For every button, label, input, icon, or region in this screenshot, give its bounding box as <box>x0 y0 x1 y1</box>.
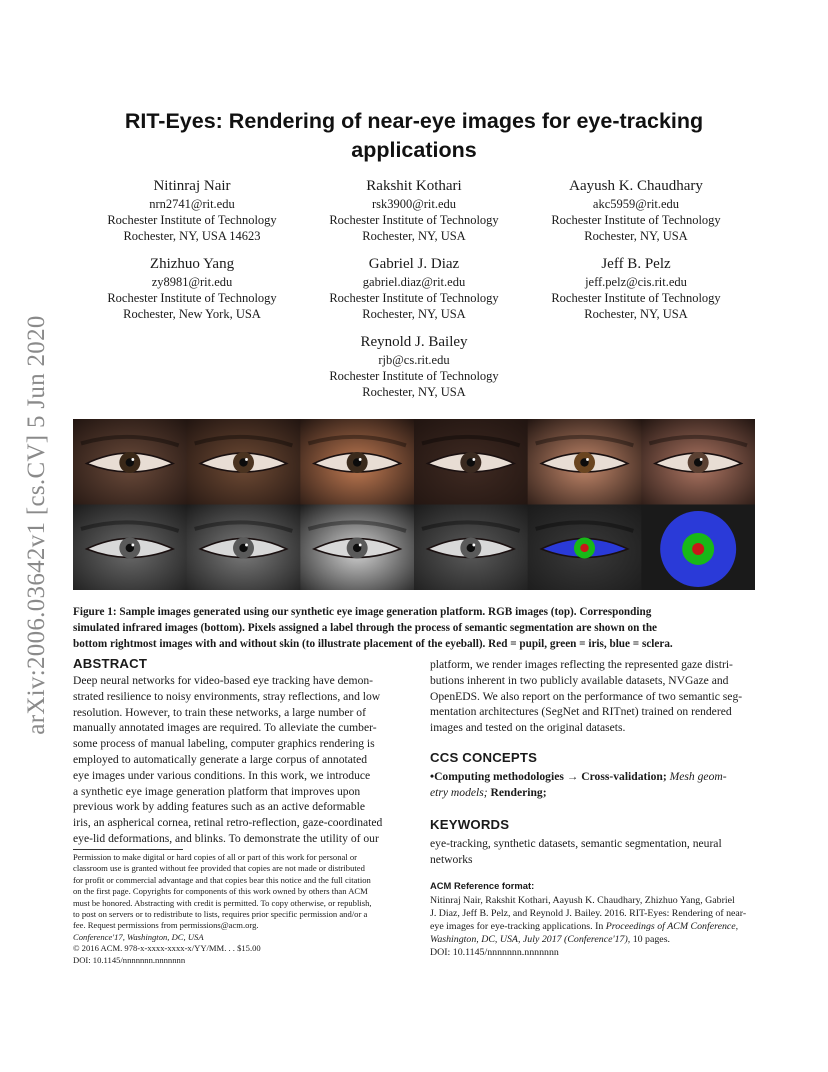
ccs-concept: Rendering; <box>487 785 547 799</box>
footnote-line: fee. Request permissions from permissions@acm.org. <box>73 920 259 931</box>
ccs-text <box>430 769 757 801</box>
arxiv-stamp-text: arXiv:2006.03642v1 [cs.CV] 5 Jun 2020 <box>23 315 50 735</box>
acm-reference-line: eye images for eye-tracking applications. In <box>430 921 606 932</box>
caption-line: Figure 1: Sample images generated using our synthetic eye image generation platform. RGB images (top). Corresponding <box>73 606 652 618</box>
rgb-eye-image <box>641 419 755 505</box>
author-affiliation: Rochester Institute of Technology <box>329 369 499 384</box>
abstract-line: strated resilience to noisy environments, stray reflections, and low <box>73 689 381 703</box>
keywords-line: eye-tracking, synthetic datasets, semantic segmentation, neural <box>430 837 722 850</box>
acm-reference-heading: ACM Reference format: <box>430 880 535 891</box>
author-affiliation: Rochester Institute of Technology <box>329 213 499 228</box>
footnote-line: on the first page. Copyrights for components of this work owned by others than ACM <box>73 886 368 897</box>
author-email: rsk3900@rit.edu <box>371 197 457 211</box>
author-affiliation: Rochester Institute of Technology <box>329 291 499 306</box>
infrared-eye-image <box>73 505 187 591</box>
rgb-eye-image <box>300 419 414 505</box>
author-email: rjb@cs.rit.edu <box>378 353 450 367</box>
ccs-concept: Cross-validation; <box>581 770 667 783</box>
abstract-line: resolution. However, to train these networks, a large number of <box>73 705 366 719</box>
ccs-concept: etry models; <box>430 785 488 799</box>
author-block <box>525 255 747 323</box>
acm-reference-venue: Proceedings of ACM Conference, <box>605 921 739 932</box>
abstract-line: iris, an aspherical cornea, retinal retro-reflection, gaze-coordinated <box>73 816 383 830</box>
rgb-eye-image <box>187 419 301 505</box>
author-affiliation: Rochester Institute of Technology <box>107 213 277 228</box>
figure-eye-images <box>73 419 755 590</box>
author-email: akc5959@rit.edu <box>592 197 680 211</box>
abstract-line: platform, we render images reflecting the represented gaze distri- <box>430 658 733 671</box>
acm-reference-line: J. Diaz, Jeff B. Pelz, and Reynold J. Bailey. 2016. RIT-Eyes: Rendering of near- <box>430 908 747 919</box>
figure-caption <box>73 604 757 653</box>
abstract-line: OpenEDS. We also report on the performance of two semantic seg- <box>430 689 743 703</box>
footnote-line: classroom use is granted without fee provided that copies are not made or distributed <box>73 863 365 874</box>
author-name: Jeff B. Pelz <box>601 256 671 272</box>
author-location: Rochester, NY, USA <box>584 229 688 244</box>
author-name: Rakshit Kothari <box>366 178 462 194</box>
author-name: Reynold J. Bailey <box>360 334 468 350</box>
infrared-eye-image <box>187 505 301 591</box>
abstract-text <box>73 673 401 847</box>
author-location: Rochester, NY, USA <box>362 385 466 400</box>
abstract-line: a synthetic eye image generation platform that improves upon <box>73 784 361 798</box>
author-location: Rochester, NY, USA 14623 <box>123 229 261 244</box>
author-email: zy8981@rit.edu <box>151 275 233 289</box>
footnote-line: to post on servers or to redistribute to lists, requires prior specific permission and/or a <box>73 909 368 920</box>
author-affiliation: Rochester Institute of Technology <box>551 213 721 228</box>
ccs-concept: Computing methodologies <box>434 770 564 783</box>
acm-reference-venue: Washington, DC, USA, July 2017 (Conference'17), <box>430 934 631 945</box>
acm-reference <box>430 879 757 959</box>
author-name: Zhizhuo Yang <box>149 256 235 272</box>
abstract-line: manually annotated images are required. To alleviate the cumber- <box>73 721 377 735</box>
author-block <box>303 177 525 245</box>
author-block <box>303 333 525 401</box>
author-email: nrn2741@rit.edu <box>149 197 235 211</box>
author-name: Aayush K. Chaudhary <box>569 178 703 194</box>
footnote-line: must be honored. Abstracting with credit is permitted. To copy otherwise, or republish, <box>73 897 372 908</box>
ccs-heading: CCS CONCEPTS <box>430 750 538 765</box>
footnote-copyright: © 2016 ACM. 978-x-xxxx-xxxx-x/YY/MM. . . $15.00 <box>73 943 261 954</box>
author-location: Rochester, NY, USA <box>584 307 688 322</box>
abstract-line: mentation architectures (SegNet and RITnet) trained on rendered <box>430 705 732 719</box>
author-email: jeff.pelz@cis.rit.edu <box>585 275 687 289</box>
title-line-2: applications <box>351 138 477 162</box>
author-name: Gabriel J. Diaz <box>368 256 460 272</box>
author-block <box>525 177 747 245</box>
footnote-conference: Conference'17, Washington, DC, USA <box>73 931 204 942</box>
author-email: gabriel.diaz@rit.edu <box>362 275 466 289</box>
abstract-line: eye-lid deformations, and blinks. To demonstrate the utility of our <box>73 831 379 845</box>
rgb-eye-image <box>73 419 187 505</box>
paper-title <box>70 107 758 165</box>
ccs-bullet: • <box>430 770 435 783</box>
ccs-arrow: → <box>563 770 582 783</box>
abstract-line: eye images under various conditions. In this work, we introduce <box>73 768 371 782</box>
infrared-eye-image <box>414 505 528 591</box>
eye-image-grid <box>73 419 755 590</box>
infrared-eye-image <box>641 505 755 591</box>
rgb-eye-image <box>528 419 642 505</box>
author-affiliation: Rochester Institute of Technology <box>551 291 721 306</box>
author-affiliation: Rochester Institute of Technology <box>107 291 277 306</box>
caption-line: bottom rightmost images with and without skin (to illustrate placement of the eyeball). Red = pupil, green = iris, blue = sclera. <box>73 638 673 651</box>
acm-reference-line: 10 pages. <box>630 934 670 945</box>
author-block <box>81 255 303 323</box>
infrared-eye-image <box>300 505 414 591</box>
author-block <box>81 177 303 245</box>
abstract-line: some process of manual labeling, computer graphics rendering is <box>73 737 375 751</box>
keywords-heading: KEYWORDS <box>430 817 510 832</box>
author-location: Rochester, NY, USA <box>362 229 466 244</box>
caption-line: simulated infrared images (bottom). Pixels assigned a label through the process of semantic segmentation are shown on the <box>73 622 658 635</box>
acm-reference-doi: DOI: 10.1145/nnnnnnn.nnnnnnn <box>430 947 559 958</box>
abstract-line: butions inherent in two publicly available datasets, NVGaze and <box>430 673 729 687</box>
abstract-line: images and tested on the original datasets. <box>430 721 626 735</box>
footnote-divider <box>73 849 183 850</box>
abstract-line: Deep neural networks for video-based eye tracking have demon- <box>73 674 374 687</box>
abstract-line: previous work by adding features such as an active deformable <box>73 800 365 814</box>
author-block <box>303 255 525 323</box>
footnote-line: Permission to make digital or hard copies of all or part of this work for personal or <box>73 852 358 862</box>
author-name: Nitinraj Nair <box>153 178 231 194</box>
abstract-line: employed to automatically generate a large corpus of annotated <box>73 752 368 766</box>
title-line-1: RIT-Eyes: Rendering of near-eye images for eye-tracking <box>124 109 704 133</box>
arxiv-stamp <box>22 295 52 755</box>
footnote-line: for profit or commercial advantage and that copies bear this notice and the full citation <box>73 874 371 885</box>
rgb-eye-image <box>414 419 528 505</box>
ccs-concept: Mesh geom- <box>666 770 727 783</box>
author-location: Rochester, New York, USA <box>123 307 261 322</box>
keywords-line: networks <box>430 852 473 866</box>
author-location: Rochester, NY, USA <box>362 307 466 322</box>
abstract-continued <box>430 657 757 736</box>
keywords-text <box>430 836 757 868</box>
abstract-heading: ABSTRACT <box>73 656 148 671</box>
infrared-eye-image <box>528 505 642 591</box>
acm-reference-line: Nitinraj Nair, Rakshit Kothari, Aayush K. Chaudhary, Zhizhuo Yang, Gabriel <box>430 895 735 906</box>
footnote-doi: DOI: 10.1145/nnnnnnn.nnnnnnn <box>73 954 186 965</box>
permission-footnote <box>73 852 403 966</box>
